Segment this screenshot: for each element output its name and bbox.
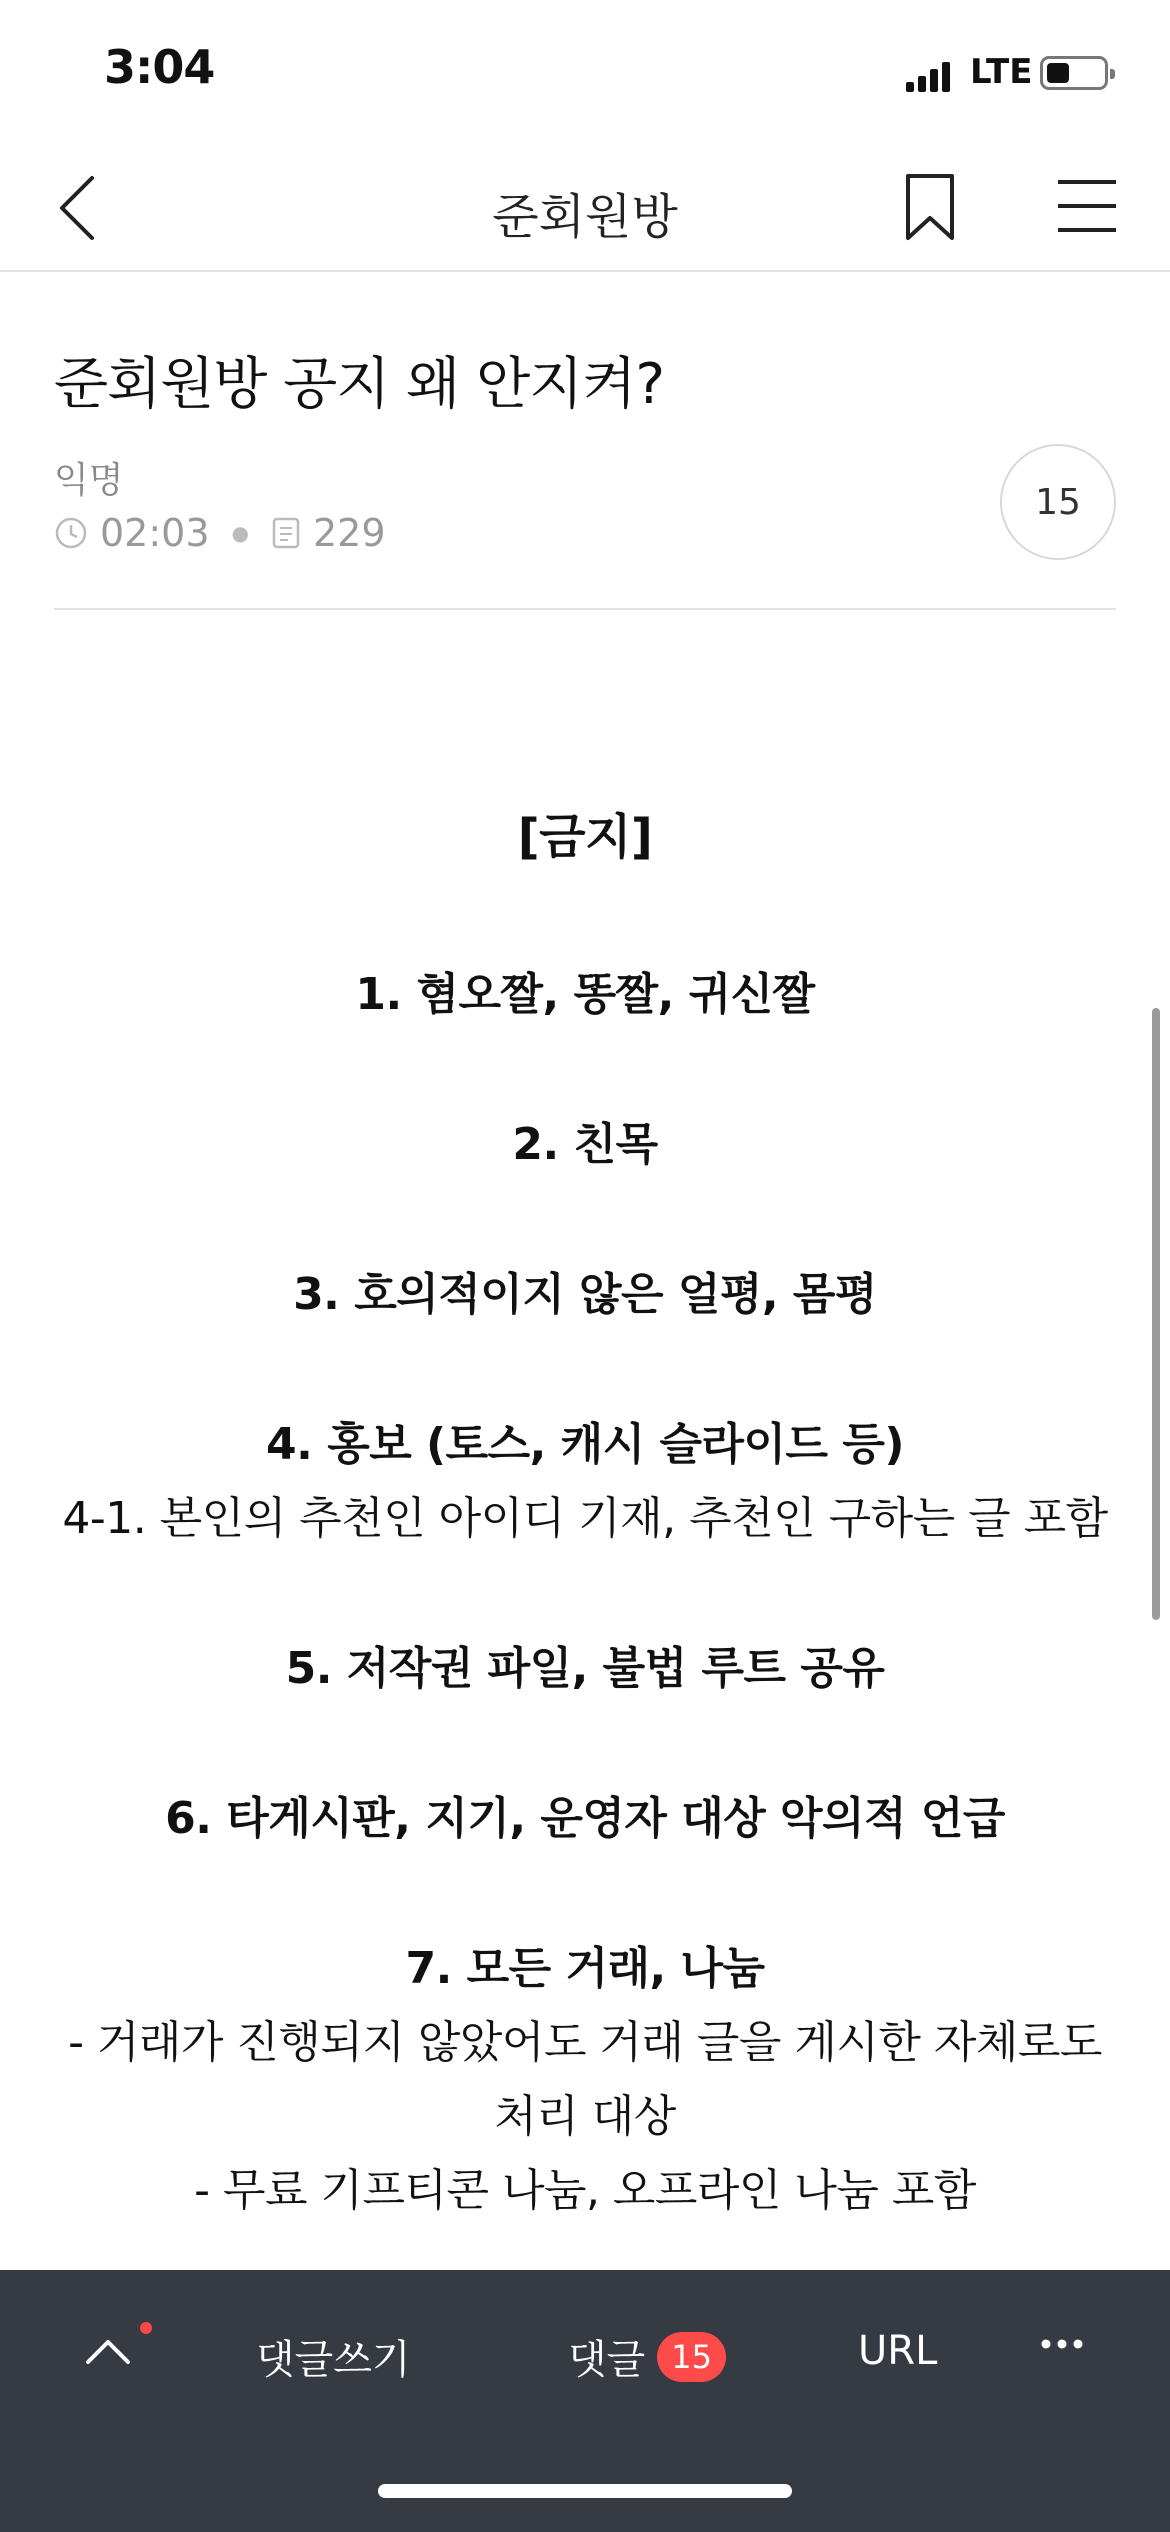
body-rule: 6. 타게시판, 지기, 운영자 대상 악의적 언급 [165,1793,1005,1844]
post-views: 229 [312,511,386,555]
clock-icon [54,516,88,550]
body-subrule: - 거래가 진행되지 않았어도 거래 글을 게시한 자체로도 [68,2017,1102,2068]
body-subrule: 처리 대상 [494,2091,676,2142]
network-label: LTE [970,52,1033,92]
bookmark-icon [900,170,960,246]
status-time: 3:04 [104,40,215,94]
post-time: 02:03 [100,511,210,555]
scroll-top-button[interactable] [80,2330,136,2370]
write-comment-button[interactable]: 댓글쓰기 [256,2337,411,2383]
url-button[interactable]: URL [858,2328,938,2374]
comments-button[interactable] [568,2328,726,2385]
body-heading: [금지] [517,809,653,865]
body-rule: 1. 혐오짤, 똥짤, 귀신짤 [355,969,815,1020]
scrollbar[interactable] [1152,1008,1160,1620]
battery-icon [1040,56,1108,90]
home-indicator[interactable] [378,2484,792,2498]
menu-button[interactable] [1056,176,1118,236]
post-meta [54,508,386,558]
signal-icon [906,60,950,92]
body-subrule: - 무료 기프티콘 나눔, 오프라인 나눔 포함 [194,2165,976,2216]
body-rule: 3. 호의적이지 않은 얼평, 몸평 [293,1269,877,1320]
chevron-up-icon [80,2330,136,2370]
body-subrule: 4-1. 본인의 추천인 아이디 기재, 추천인 구하는 글 포함 [62,1493,1108,1544]
divider [54,608,1116,610]
board-title: 준회원방 [492,189,678,245]
bookmark-button[interactable] [900,170,960,246]
comments-label: 댓글 [568,2337,646,2383]
bottom-toolbar [0,2270,1170,2532]
more-button[interactable] [1040,2334,1084,2354]
body-rule: 4. 홍보 (토스, 캐시 슬라이드 등) [266,1419,904,1470]
nav-bar [0,140,1170,272]
more-dots-icon [1040,2334,1084,2354]
views-icon [271,516,301,550]
body-rule: 7. 모든 거래, 나눔 [405,1943,765,1994]
hamburger-menu-icon [1056,176,1118,236]
comment-count-button[interactable]: 15 [1000,444,1116,560]
notification-dot [140,2322,152,2334]
post-title: 준회원방 공지 왜 안지켜? [54,352,665,417]
post-author: 익명 [54,460,124,501]
status-bar [0,0,1170,140]
body-rule: 5. 저작권 파일, 불법 루트 공유 [285,1643,885,1694]
meta-separator: ● [231,521,249,545]
body-rule: 2. 친목 [512,1119,658,1170]
comments-badge: 15 [657,2332,726,2382]
